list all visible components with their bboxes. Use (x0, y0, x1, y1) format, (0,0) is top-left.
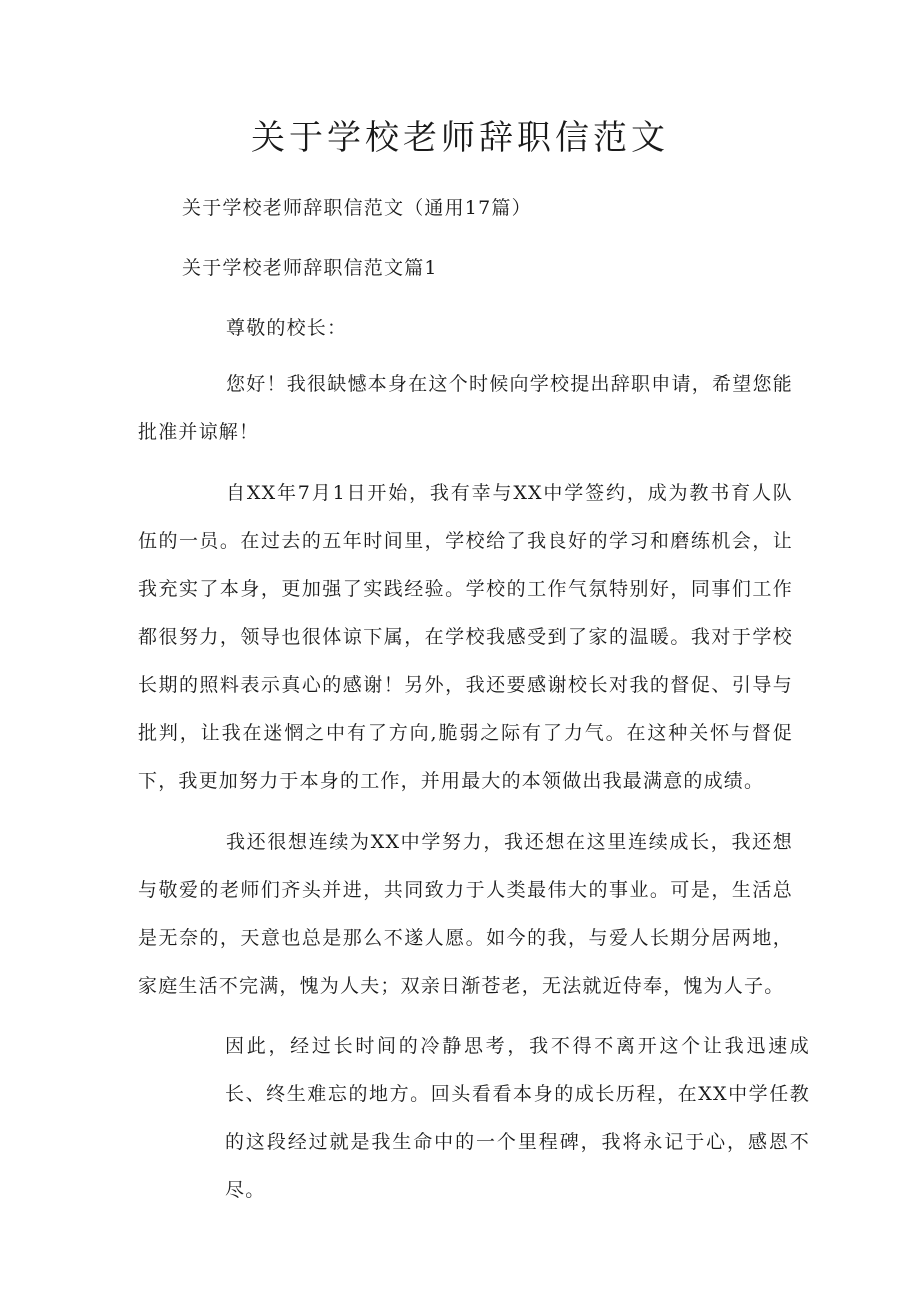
paragraph-reasons: 我还很想连续为XX中学努力，我还想在这里连续成长，我还想与敬爱的老师们齐头并进，共同致力于人类最伟大的事业。可是，生活总是无奈的，天意也总是那么不遂人愿。如今的我，与爱人长期分居两地，家庭生活不完满，愧为人夫；双亲日渐苍老，无法就近侍奉，愧为人子。 (138, 831, 793, 997)
paragraph-background: 自XX年7月1日开始，我有幸与XX中学签约，成为教书育人队伍的一员。在过去的五年时间里，学校给了我良好的学习和磨练机会，让我充实了本身，更加强了实践经验。学校的工作气氛特别好，同事们工作都很努力，领导也很体谅下属，在学校我感受到了家的温暖。我对于学校长期的照料表示真心的感谢！另外，我还要感谢校长对我的督促、引导与批判，让我在迷惘之中有了方向,脆弱之际有了力气。在这种关怀与督促下，我更加努力于本身的工作，并用最大的本领做出我最满意的成绩。 (138, 482, 793, 792)
paragraph-greeting: 您好！我很缺憾本身在这个时候向学校提出辞职申请，希望您能批准并谅解！ (138, 373, 793, 443)
document-title: 关于学校老师辞职信范文 (251, 118, 669, 158)
salutation: 尊敬的校长： (226, 317, 348, 339)
section-heading: 关于学校老师辞职信范文篇1 (182, 257, 438, 279)
paragraph-decision: 因此，经过长时间的冷静思考，我不得不离开这个让我迅速成长、终生难忘的地方。回头看看本身的成长历程，在XX中学任教的这段经过就是我生命中的一个里程碑，我将永记于心，感恩不尽。 (225, 1035, 810, 1201)
document-subtitle: 关于学校老师辞职信范文（通用17篇） (182, 197, 532, 219)
